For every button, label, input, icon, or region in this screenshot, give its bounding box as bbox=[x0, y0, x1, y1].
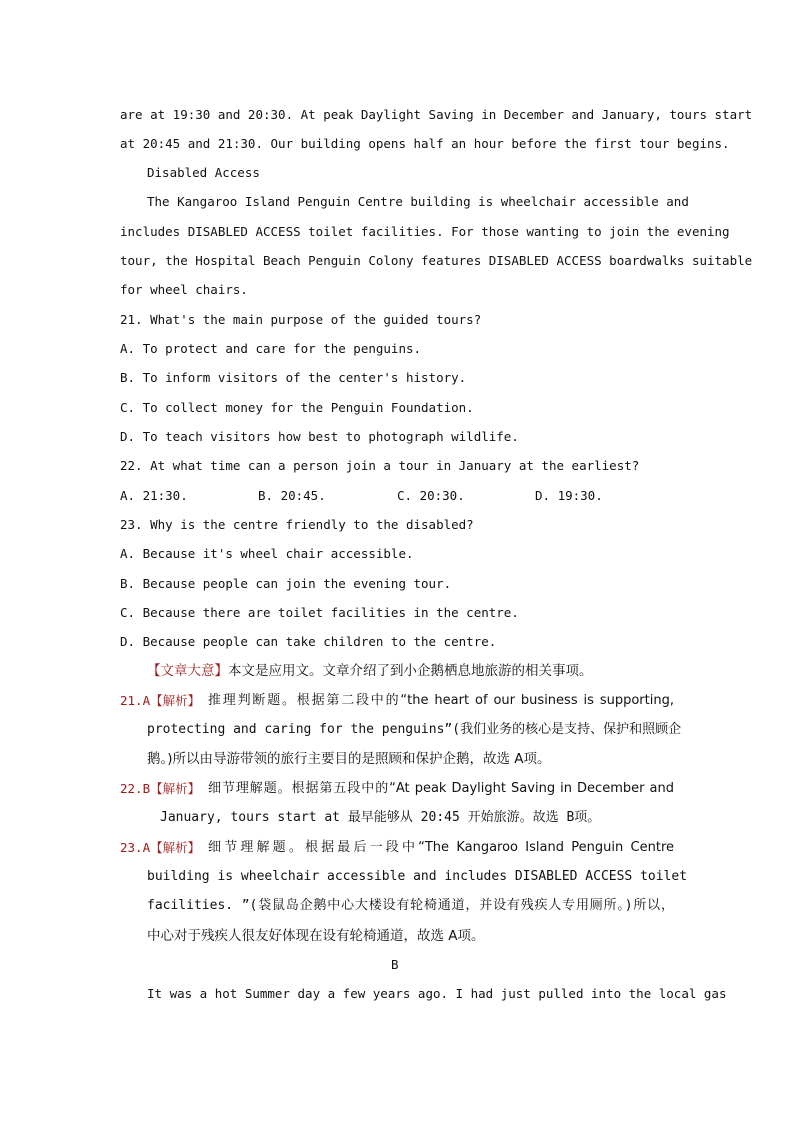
question-21-stem: 21. What's the main purpose of the guided tours? bbox=[120, 312, 482, 327]
q23-option-a: A. Because it's wheel chair accessible. bbox=[120, 546, 414, 561]
question-22-stem: 22. At what time can a person join a tour in January at the earliest? bbox=[120, 458, 640, 473]
q21-option-a: A. To protect and care for the penguins. bbox=[120, 341, 422, 356]
q21-option-d: D. To teach visitors how best to photograph wildlife. bbox=[120, 429, 519, 444]
passage-line-2: at 20:45 and 21:30. Our building opens half an hour before the first tour begins. bbox=[120, 136, 730, 151]
section-b-first-line: It was a hot Summer day a few years ago. I had just pulled into the local gas bbox=[147, 986, 727, 1001]
analysis-23-line-2: building is wheelchair accessible and includes DISABLED ACCESS toilet bbox=[147, 869, 688, 884]
q22-option-b: B. 20:45. bbox=[258, 488, 326, 503]
analysis-23-number-tag bbox=[120, 839, 200, 857]
analysis-21-tag: 【解析】 bbox=[150, 693, 201, 708]
analysis-23-tag: 【解析】 bbox=[150, 840, 201, 855]
analysis-22-number: 22.B bbox=[120, 781, 151, 796]
q21-option-c: C. To collect money for the Penguin Foundation. bbox=[120, 400, 474, 415]
q23-option-b: B. Because people can join the evening tour. bbox=[120, 576, 452, 591]
analysis-23-line-3: facilities. ”(袋鼠岛企鹅中心大楼设有轮椅通道，并设有残疾人专用厕所。)所以， bbox=[147, 898, 674, 913]
disabled-line-3: tour, the Hospital Beach Penguin Colony features DISABLED ACCESS boardwalks suitable bbox=[120, 253, 753, 268]
question-23-stem: 23. Why is the centre friendly to the disabled? bbox=[120, 517, 474, 532]
analysis-22-tag: 【解析】 bbox=[150, 781, 201, 796]
analysis-23-line-4: 中心对于残疾人很友好体现在设有轮椅通道，故选 A项。 bbox=[147, 928, 485, 944]
disabled-line-1: The Kangaroo Island Penguin Centre building is wheelchair accessible and bbox=[147, 194, 689, 209]
analysis-22-line-1: 细节理解题。根据第五段中的“At peak Daylight Saving in December and bbox=[208, 781, 674, 796]
analysis-21-number-tag bbox=[120, 692, 200, 710]
analysis-23-line-1: 细节理解题。根据最后一段中“The Kangaroo Island Penguin Centre bbox=[208, 840, 674, 855]
analysis-21-line-1: 推理判断题。根据第二段中的“the heart of our business is supporting, bbox=[208, 693, 674, 708]
q22-option-d: D. 19:30. bbox=[535, 488, 603, 503]
section-b-heading: B bbox=[391, 957, 399, 972]
q22-option-c: C. 20:30. bbox=[397, 488, 465, 503]
analysis-21-line-3: 鹅。)所以由导游带领的旅行主要目的是照顾和保护企鹅，故选 A项。 bbox=[147, 751, 551, 767]
passage-line-1: are at 19:30 and 20:30. At peak Daylight Saving in December and January, tours start bbox=[120, 107, 753, 122]
disabled-line-2: includes DISABLED ACCESS toilet facilities. For those wanting to join the evening bbox=[120, 224, 730, 239]
q23-option-d: D. Because people can take children to the centre. bbox=[120, 634, 497, 649]
summary bbox=[147, 662, 593, 680]
q23-option-c: C. Because there are toilet facilities in the centre. bbox=[120, 605, 519, 620]
q21-option-b: B. To inform visitors of the center's history. bbox=[120, 370, 467, 385]
analysis-21-number: 21.A bbox=[120, 693, 151, 708]
disabled-line-4: for wheel chairs. bbox=[120, 282, 248, 297]
analysis-22-number-tag bbox=[120, 780, 200, 798]
q22-option-a: A. 21:30. bbox=[120, 488, 188, 503]
summary-tag: 【文章大意】 bbox=[147, 663, 228, 679]
analysis-21-line-2: protecting and caring for the penguins”(我们业务的核心是支持、保护和照顾企 bbox=[147, 722, 682, 737]
analysis-23-number: 23.A bbox=[120, 840, 151, 855]
summary-text: 本文是应用文。文章介绍了到小企鹅栖息地旅游的相关事项。 bbox=[228, 663, 593, 679]
analysis-22-line-2: January, tours start at 最早能够从 20:45 开始旅游。故选 B项。 bbox=[160, 810, 601, 825]
disabled-access-heading: Disabled Access bbox=[147, 165, 260, 180]
